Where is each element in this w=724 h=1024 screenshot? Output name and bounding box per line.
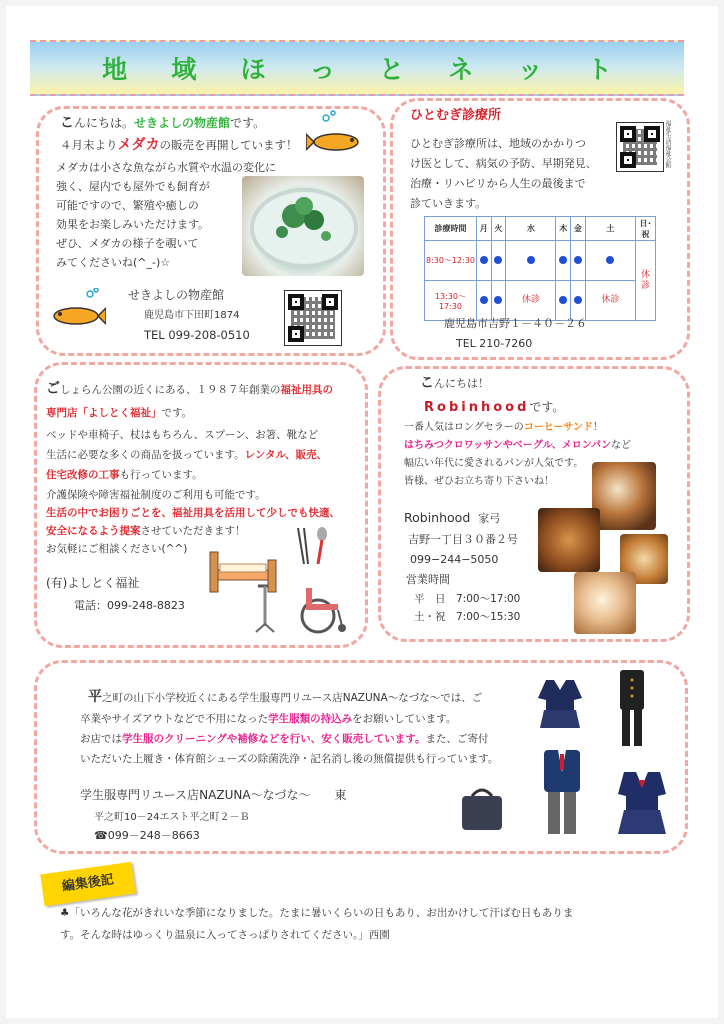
welfare-line: お気軽にご相談ください(^^): [46, 543, 188, 555]
sekiyoshi-body-line: 可能ですので、繁殖や癒しの: [56, 199, 199, 212]
title-char: ト: [586, 55, 612, 84]
welfare-line: 安全になるよう提案させていただきます！: [46, 525, 246, 537]
clinic-body-line: ひとむぎ診療所は、地域のかかりつ: [410, 137, 586, 150]
gakuran-icon: [614, 668, 650, 748]
welfare-tel: 電話：099-248-8823: [74, 599, 185, 612]
sekiyoshi-address: 鹿児島市下田町1874: [144, 310, 240, 321]
schedule-header-cell: 金: [571, 217, 586, 241]
open-dot: [571, 241, 586, 281]
editor-note-tag: 編集後記: [40, 862, 136, 906]
closed-cell: 休診: [585, 281, 635, 321]
schedule-header-cell: 月: [477, 217, 492, 241]
nazuna-line: 卒業やサイズアウトなどで不用になった学生服類の持込みをお願いしています。: [80, 713, 457, 725]
editor-note-line: す。そんな時はゆっくり温泉に入ってさっぱりされてください。」西園: [60, 929, 390, 941]
title-banner: [30, 40, 684, 96]
title-char: ッ: [517, 55, 543, 84]
title-char: っ: [309, 55, 335, 84]
wheelchair-icon: [292, 574, 354, 636]
title-char: ほ: [240, 55, 266, 84]
nazuna-line: お店では学生服のクリーニングや補修などを行い、安く販売しています。また、ご寄付: [80, 733, 489, 745]
clinic-body-line: 治療・リハビリから人生の最後まで: [410, 177, 586, 190]
closed-cell: 休診: [506, 281, 556, 321]
cane-icon: [252, 580, 278, 636]
qr-code: [284, 290, 342, 346]
sekiyoshi-body-line: 強く、屋内でも屋外でも飼育が: [56, 180, 210, 193]
qr-code: [616, 122, 664, 172]
medaka-bowl-photo: [242, 176, 364, 276]
welfare-line: 介護保険や障害福祉制度のご利用も可能です。: [46, 489, 266, 501]
bakery-hours-weekday: 平 日 7:00〜17:00: [414, 593, 521, 605]
open-dot: [506, 241, 556, 281]
nazuna-tel: ☎099－248－8663: [94, 829, 200, 842]
medaka-announcement: ４月末よりメダカの販売を再開しています！: [60, 137, 298, 153]
schedule-header-cell: 日･祝: [636, 217, 656, 241]
bakery-greeting: こんにちは！: [420, 375, 489, 391]
bakery-address: 吉野一丁目３０番２号: [408, 533, 518, 546]
qr-caption: 福祉生活福祉会館: [664, 120, 671, 168]
bakery-tel: 099−244−5050: [410, 553, 499, 566]
fish-icon: [306, 110, 364, 158]
clinic-body-line: 診ていきます。: [410, 197, 487, 210]
bakery-shop: Robinhood 家弓: [404, 510, 501, 525]
utensils-icon: [290, 524, 334, 568]
bakery-line: はちみつクロワッサンやベーグル、メロンパンなど: [404, 440, 631, 451]
welfare-line: 生活に必要な多くの商品を扱っています。レンタル、販売、: [46, 449, 328, 461]
welfare-name: (有)よしとく福祉: [46, 576, 140, 590]
school-bag-icon: [458, 784, 506, 834]
clinic-tel: TEL 210-7260: [456, 337, 533, 350]
sekiyoshi-name: せきよしの物産館: [128, 288, 225, 302]
fish-icon: [48, 288, 106, 330]
open-dot: [556, 241, 571, 281]
schedule-header-cell: 水: [506, 217, 556, 241]
welfare-line: ごしょらん公園の近くにある、１９８７年創業の福祉用具の: [46, 381, 333, 397]
schedule-header-row: [425, 217, 656, 241]
welfare-line: 専門店「よしとく福祉」です。: [46, 407, 193, 419]
bakery-hours-label: 営業時間: [406, 573, 450, 586]
schedule-time: 13:30〜17:30: [425, 281, 477, 321]
nazuna-line: いただいた上履き・体育館シューズの除菌洗浄・記名消し後の無償提供も行っています。: [80, 753, 499, 765]
nazuna-line: 平之町の山下小学校近くにある学生服専門リユース店NAZUNA〜なづな〜では、ご: [88, 689, 483, 705]
bread-photo: [574, 572, 636, 634]
schedule-header-cell: 木: [556, 217, 571, 241]
holiday-closed: 休診: [636, 241, 656, 321]
schedule-time: 8:30〜12:30: [425, 241, 477, 281]
title-char: ネ: [448, 55, 474, 84]
blazer-uniform-icon: [540, 748, 584, 836]
clinic-address: 鹿児島市吉野１－４０－２６: [444, 317, 587, 330]
banner-title: [30, 42, 684, 94]
nazuna-name: 学生服専門リユース店NAZUNA〜なづな〜 東: [80, 788, 347, 802]
sekiyoshi-body-line: ぜひ、メダカの様子を覗いて: [56, 237, 199, 250]
welfare-line: 住宅改修の工事も行っています。: [46, 469, 203, 481]
welfare-line: ベッドや車椅子、杖はもちろん、スプーン、お箸、靴など: [46, 429, 319, 441]
bakery-line: 幅広い年代に愛されるパンが人気です。: [404, 458, 584, 469]
title-char: 域: [171, 55, 197, 84]
sekiyoshi-body-line: みてくださいね(^_-)☆: [56, 256, 171, 269]
welfare-line: 生活の中でお困りごとを、福祉用具を活用して少しでも快適、: [46, 507, 340, 519]
open-dot: [491, 241, 506, 281]
sekiyoshi-body-line: 効果をお楽しみいただけます。: [56, 218, 210, 231]
bakery-title: Robinhoodです。: [424, 400, 565, 415]
editor-note-line: ♣「いろんな花がきれいな季節になりました。たまに暑いくらいの日もあり、お出かけして汗ばむ日もありま: [60, 907, 574, 919]
schedule-row-morning: [425, 241, 656, 281]
bread-photo: [538, 508, 600, 572]
girls-uniform-icon: [616, 770, 668, 838]
title-char: と: [379, 55, 405, 84]
bakery-line: 皆様、ぜひお立ち寄り下さいね！: [404, 476, 554, 487]
nazuna-address: 平之町10－24エスト平之町２－Ｂ: [94, 812, 250, 823]
clinic-schedule-table: [424, 216, 656, 321]
open-dot: [477, 241, 492, 281]
schedule-header-cell: 診療時間: [425, 217, 477, 241]
open-dot: [585, 241, 635, 281]
schedule-header-cell: 土: [585, 217, 635, 241]
clinic-body-line: け医として、病気の予防、早期発見、: [410, 157, 597, 170]
sekiyoshi-tel: TEL 099-208-0510: [144, 328, 250, 342]
title-char: 地: [102, 55, 128, 84]
bakery-line: 一番人気はロングセラーのコーヒーサンド！: [404, 422, 603, 433]
clinic-title: ひとむぎ診療所: [410, 108, 502, 123]
schedule-header-cell: 火: [491, 217, 506, 241]
bakery-hours-weekend: 土・祝 7:00〜15:30: [414, 611, 521, 623]
school-uniform-icon: [536, 676, 584, 732]
sekiyoshi-greeting: こんにちは。せきよしの物産館です。: [60, 115, 266, 131]
sekiyoshi-body-line: メダカは小さな魚ながら水質や水温の変化に: [56, 161, 276, 174]
bread-photo: [592, 462, 656, 530]
